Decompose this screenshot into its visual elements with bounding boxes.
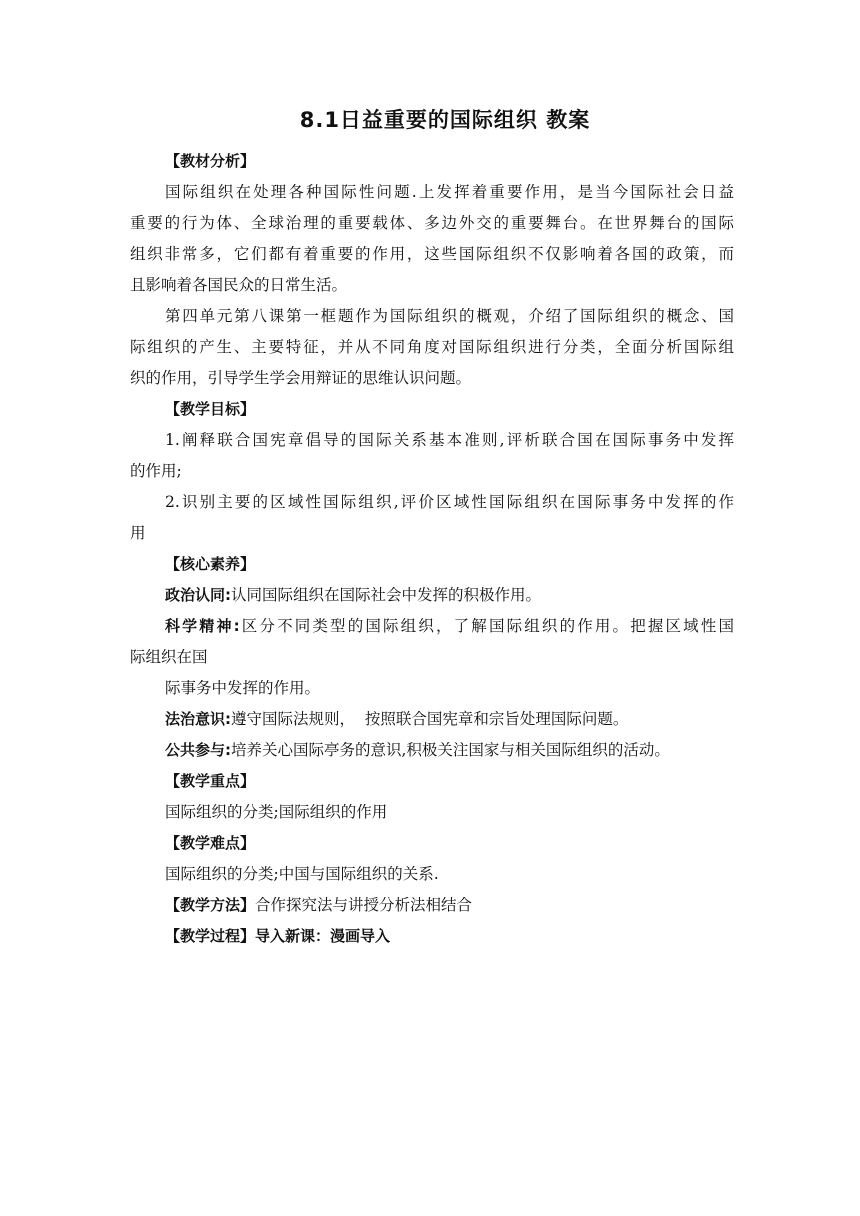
literacy-text: 区分不同类型的国际组织，了解国际组织的作用。把握区域性国: [239, 617, 734, 635]
paragraph-line: 且影响着各国民众的日常生活。: [130, 276, 348, 294]
goal-line: 1.阐释联合国宪章倡导的国际关系基本准则,评析联合国在国际事务中发挥: [165, 431, 734, 449]
literacy-public: [130, 735, 734, 766]
teaching-process-text: 导入新课：漫画导入: [255, 927, 391, 945]
heading-core-literacy: 【核心素养】: [165, 555, 256, 573]
heading-key-points: 【教学重点】: [165, 772, 256, 790]
heading-teaching-process: 【教学过程】: [165, 927, 256, 945]
paragraph-line: 重要的行为体、全球治理的重要载体、多边外交的重要舞台。在世界舞台的国际: [130, 214, 734, 232]
literacy-label: 法治意识:: [165, 710, 231, 728]
paragraph-line: 织的作用，引导学生学会用辩证的思维认识问题。: [130, 369, 472, 387]
paragraph-line: 第四单元第八课第一框题作为国际组织的概观，介绍了国际组织的概念、国: [165, 307, 734, 325]
difficult-points-text: 国际组织的分类;中国与国际组织的关系.: [165, 865, 439, 883]
literacy-text: 遵守国际法规则， 按照联合国宪章和宗旨处理国际问题。: [231, 710, 629, 728]
literacy-text: 培养关心国际亭务的意识,积极关注国家与相关国际组织的活动。: [231, 741, 670, 759]
literacy-law: [130, 704, 734, 735]
document-body: [130, 146, 734, 952]
goal-line: 的作用;: [130, 462, 182, 480]
paragraph-line: 组织非常多，它们都有着重要的作用，这些国际组织不仅影响着各国的政策，而: [130, 245, 734, 263]
document-title: 8.1日益重要的国际组织 教案: [299, 108, 591, 132]
literacy-science: [130, 611, 734, 642]
teaching-process: [130, 921, 734, 952]
goal-line: 用: [130, 524, 146, 542]
heading-textbook-analysis: 【教材分析】: [165, 152, 256, 170]
heading-difficult-points: 【教学难点】: [165, 834, 256, 852]
paragraph-line: 国际组织在处理各种国际性问题.上发挥着重要作用，是当今国际社会日益: [165, 183, 734, 201]
teaching-method-text: 合作探究法与讲授分析法相结合: [255, 896, 473, 914]
literacy-label: 科学精神:: [165, 617, 240, 635]
teaching-method: [130, 890, 734, 921]
goal-line: 2.识别主要的区域性国际组织,评价区域性国际组织在国际事务中发挥的作: [165, 493, 734, 511]
heading-teaching-goals: 【教学目标】: [165, 400, 256, 418]
literacy-line: 际组织在国: [130, 648, 208, 666]
literacy-line: 际事务中发挥的作用。: [165, 679, 321, 697]
literacy-political: [130, 580, 734, 611]
key-points-text: 国际组织的分类;国际组织的作用: [165, 803, 388, 821]
heading-teaching-method: 【教学方法】: [165, 896, 256, 914]
literacy-label: 公共参与:: [165, 741, 231, 759]
literacy-text: 认同国际组织在国际社会中发挥的积极作用。: [231, 586, 542, 604]
paragraph-line: 际组织的产生、主要特征，并从不同角度对国际组织进行分类，全面分析国际组: [130, 338, 734, 356]
literacy-label: 政治认同:: [165, 586, 231, 604]
